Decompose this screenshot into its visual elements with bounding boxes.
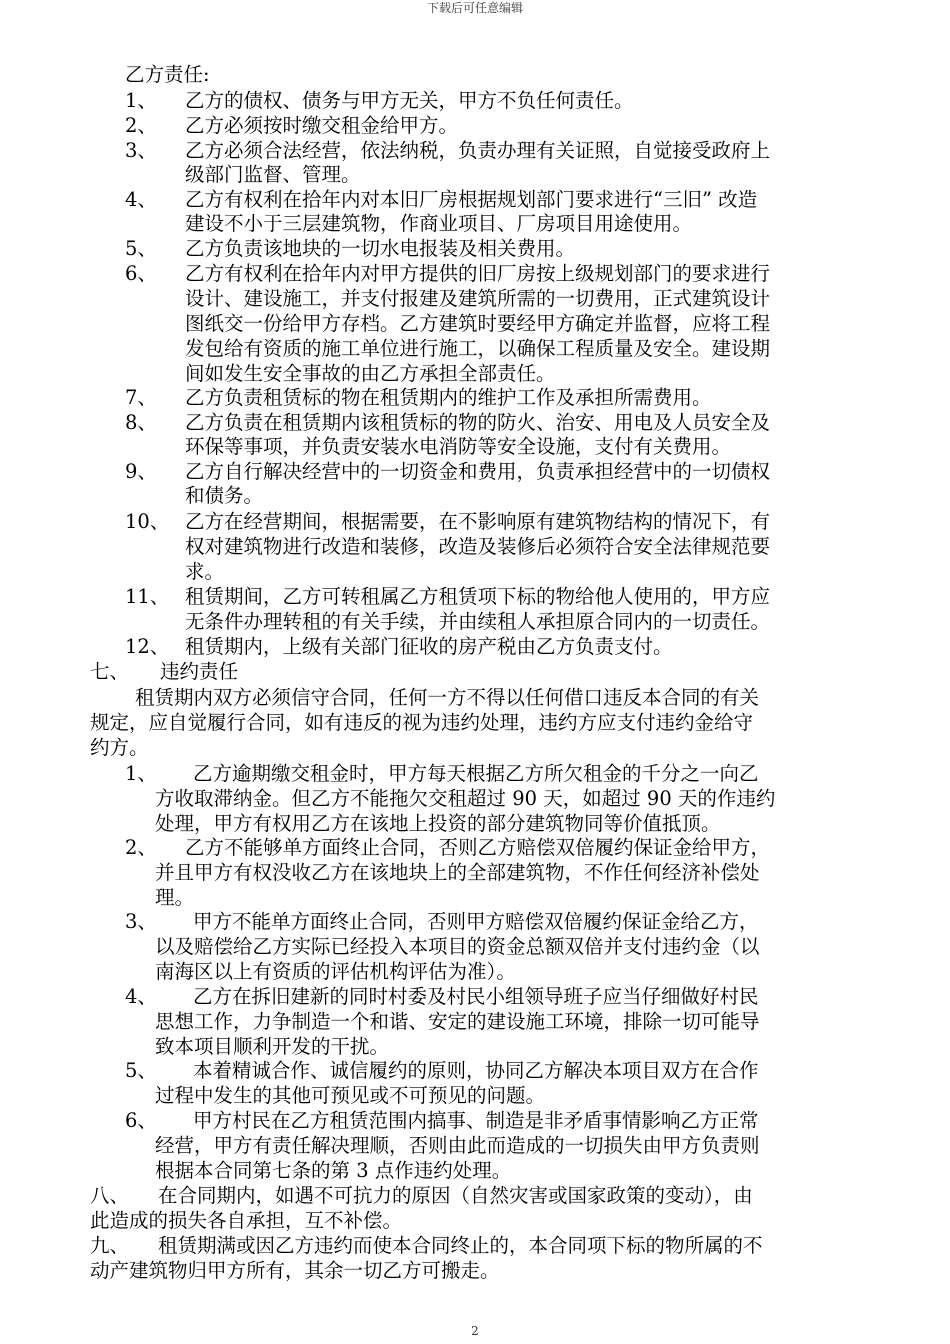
item-text: 乙方有权利在拾年内对甲方提供的旧厂房按上级规划部门的要求进行	[185, 262, 771, 285]
item-number: 2、	[125, 114, 157, 137]
item-number: 6、	[125, 262, 157, 285]
item-text: 租赁期内，上级有关部门征收的房产税由乙方负责支付。	[185, 635, 673, 658]
item-text: 乙方必须按时缴交租金给甲方。	[185, 114, 459, 137]
item-text: 根据本合同第七条的第 3 点作违约处理。	[155, 1159, 512, 1182]
paragraph-line: 规定，应自觉履行合同，如有违反的视为违约处理，违约方应支付违约金给守	[90, 711, 754, 734]
item-text: 甲方不能单方面终止合同，否则甲方赔偿双倍履约保证金给乙方，	[193, 910, 759, 933]
section-number: 九、	[90, 1234, 130, 1257]
paragraph-line: 在合同期内，如遇不可抗力的原因（自然灾害或国家政策的变动），由	[158, 1184, 753, 1207]
item-text: 环保等事项，并负责安装水电消防等安全设施，支付有关费用。	[185, 435, 732, 458]
item-number: 10、	[125, 510, 170, 533]
item-text: 租赁期间，乙方可转租属乙方租赁项下标的物给他人使用的，甲方应	[185, 585, 771, 608]
item-text: 理。	[155, 886, 195, 909]
item-text: 本着精诚合作、诚信履约的原则，协同乙方解决本项目双方在合作	[193, 1059, 759, 1082]
item-text: 并且甲方有权没收乙方在该地块上的全部建筑物，不作任何经济补偿处	[155, 861, 760, 884]
item-number: 8、	[125, 411, 157, 434]
item-number: 1、	[125, 89, 157, 112]
item-number: 4、	[125, 985, 157, 1008]
item-text: 间如发生安全事故的由乙方承担全部责任。	[185, 362, 556, 385]
item-number: 6、	[125, 1109, 157, 1132]
item-number: 3、	[125, 910, 157, 933]
paragraph-line: 约方。	[90, 736, 149, 759]
item-number: 4、	[125, 188, 157, 211]
item-text: 求。	[185, 560, 225, 583]
item-text: 设计、建设施工，并支付报建及建筑所需的一切费用，正式建筑设计	[185, 287, 771, 310]
item-text: 乙方在经营期间，根据需要，在不影响原有建筑物结构的情况下，有	[185, 510, 771, 533]
item-text: 南海区以上有资质的评估机构评估为准）。	[155, 960, 516, 983]
item-text: 思想工作，力争制造一个和谐、安定的建设施工环境，排除一切可能导	[155, 1010, 760, 1033]
item-text: 乙方的债权、债务与甲方无关，甲方不负任何责任。	[185, 89, 634, 112]
item-text: 以及赔偿给乙方实际已经投入本项目的资金总额双倍并支付违约金（以	[155, 935, 760, 958]
item-text: 甲方村民在乙方租赁范围内搞事、制造是非矛盾事情影响乙方正常	[193, 1109, 759, 1132]
item-text: 经营，甲方有责任解决理顺，否则由此而造成的一切损失由甲方负责则	[155, 1134, 760, 1157]
item-number: 3、	[125, 139, 157, 162]
paragraph-line: 此造成的损失各自承担，互不补偿。	[90, 1209, 403, 1232]
item-text: 级部门监督、管理。	[185, 163, 361, 186]
section-number: 八、	[90, 1184, 130, 1207]
item-number: 11、	[125, 585, 170, 608]
item-text: 乙方负责该地块的一切水电报装及相关费用。	[185, 237, 576, 260]
item-text: 图纸交一份给甲方存档。乙方建筑时要经甲方确定并监督，应将工程	[185, 312, 771, 335]
section-title: 乙方责任:	[125, 63, 210, 86]
paragraph-line: 动产建筑物归甲方所有，其余一切乙方可搬走。	[90, 1259, 500, 1282]
item-number: 9、	[125, 460, 157, 483]
page-header: 下载后可任意编辑	[426, 1, 523, 15]
item-text: 乙方在拆旧建新的同时村委及村民小组领导班子应当仔细做好村民	[193, 985, 759, 1008]
item-number: 5、	[125, 1059, 157, 1082]
item-text: 致本项目顺利开发的干扰。	[155, 1035, 390, 1058]
paragraph-line: 租赁期内双方必须信守合同，任何一方不得以任何借口违反本合同的有关	[135, 686, 760, 709]
item-number: 2、	[125, 836, 157, 859]
item-number: 12、	[125, 635, 170, 658]
paragraph-line: 租赁期满或因乙方违约而使本合同终止的，本合同项下标的物所属的不	[158, 1234, 763, 1257]
section-heading: 违约责任	[160, 660, 239, 683]
item-number: 1、	[125, 762, 157, 785]
item-text: 乙方逾期缴交租金时，甲方每天根据乙方所欠租金的千分之一向乙	[193, 762, 759, 785]
item-number: 5、	[125, 237, 157, 260]
item-text: 乙方不能够单方面终止合同，否则乙方赔偿双倍履约保证金给甲方，	[185, 836, 771, 859]
section-number: 七、	[90, 660, 130, 683]
item-text: 无条件办理转租的有关手续，并由续租人承担原合同内的一切责任。	[185, 610, 771, 633]
item-text: 处理，甲方有权用乙方在该地上投资的部分建筑物同等价值抵顶。	[155, 812, 721, 835]
item-text: 乙方负责租赁标的物在租赁期内的维护工作及承担所需费用。	[185, 386, 712, 409]
item-text: 方收取滞纳金。但乙方不能拖欠交租超过 90 天，如超过 90 天的作违约	[155, 787, 776, 810]
item-text: 和债务。	[185, 484, 264, 507]
item-text: 乙方负责在租赁期内该租赁标的物的防火、治安、用电及人员安全及	[185, 411, 771, 434]
item-text: 建设不小于三层建筑物，作商业项目、厂房项目用途使用。	[185, 212, 693, 235]
item-text: 乙方必须合法经营，依法纳税，负责办理有关证照，自觉接受政府上	[185, 139, 771, 162]
item-text: 发包给有资质的施工单位进行施工，以确保工程质量及安全。建设期	[185, 337, 771, 360]
item-text: 乙方自行解决经营中的一切资金和费用，负责承担经营中的一切债权	[185, 460, 771, 483]
item-text: 权对建筑物进行改造和装修，改造及装修后必须符合安全法律规范要	[185, 535, 771, 558]
page-number: 2	[471, 1324, 479, 1338]
item-text: 过程中发生的其他可预见或不可预见的问题。	[155, 1084, 546, 1107]
item-text: 乙方有权利在拾年内对本旧厂房根据规划部门要求进行“三旧” 改造	[185, 188, 758, 211]
item-number: 7、	[125, 386, 157, 409]
